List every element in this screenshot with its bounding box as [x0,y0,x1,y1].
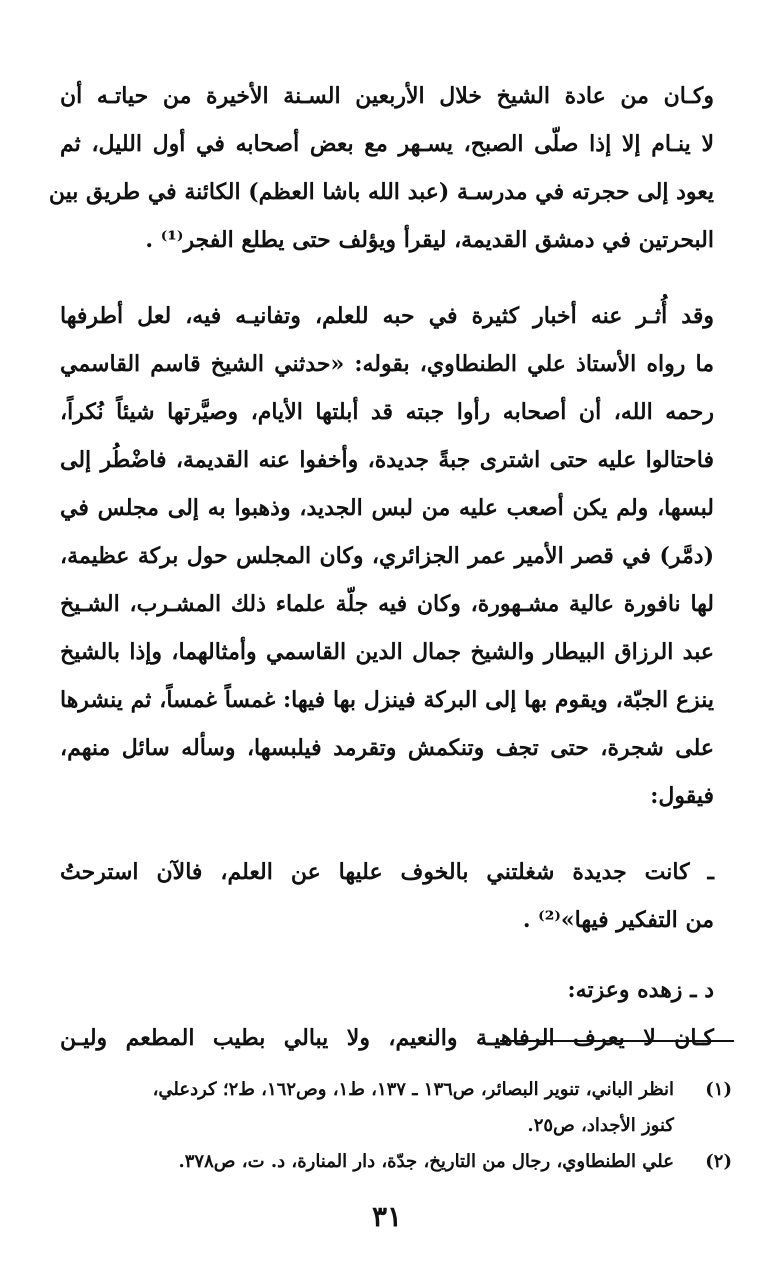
text-line: (دمَّر) في قصر الأمير عمر الجزائري، وكان المجلس حول بركة عظيمة، [60,543,714,569]
text-line: ما رواه الأستاذ علي الطنطاوي، بقوله: «حدثني الشيخ قاسم القاسمي [60,351,714,377]
text-line: من التفكير فيها»⁽²⁾ . [522,907,714,933]
footnote-text [48,1072,674,1144]
text-line: فاحتالوا عليه حتى اشترى جبةً جديدة، وأخفوا عنه القديمة، فاضْطُر إلى [60,447,714,473]
footnote-number: (١) [705,1079,732,1100]
text-line: لبسها، ولم يكن أصعب عليه من لبس الجديد، وذهبوا به إلى مجلس في [60,495,714,521]
paragraph-4 [60,1014,714,1062]
footnote-line: علي الطنطاوي، رجال من التاريخ، جدّة، دار المنارة، د. ت، ص٣٧٨. [178,1151,674,1172]
footnote-1 [48,1072,732,1144]
text-line: لا ينـام إلا إذا صلّى الصبح، يسـهر مع بعض أصحابه في أول الليل، ثم [60,131,714,157]
text-line: فيقول: [650,783,714,809]
footnote-separator [500,1040,734,1042]
text-line: على شجرة، حتى تجف وتنكمش وتقرمد فيلبسها، وسأله سائل منهم، [60,735,714,761]
text-line: ـ كانت جديدة شغلتني بالخوف عليها عن العلم، فالآن استرحتُ [60,859,714,885]
text-line: البحرتين في دمشق القديمة، ليقرأ ويؤلف حتى يطلع الفجر⁽¹⁾ . [145,227,714,253]
section-heading: د ـ زهده وعزته: [567,977,714,1003]
paragraph-3 [60,848,714,944]
text-line: لها نافورة عالية مشـهورة، وكان فيه جلّة علماء ذلك المشـرب، الشـيخ [60,591,714,617]
text-line: يعود إلى حجرته في مدرسـة (عبد الله باشا العظم) الكائنة في طريق بين [48,179,714,205]
text-line: عبد الرزاق البيطار والشيخ جمال الدين القاسمي وأمثالهما، وإذا بالشيخ [60,639,714,665]
text-line: وكـان من عادة الشيخ خلال الأربعين السـنة الأخيرة من حياتـه أن [60,83,714,109]
footnote-line: انظر الباني، تنوير البصائر، ص١٣٦ ـ ١٣٧، ط١، وص١٦٢، ط٢؛ كردعلي، [152,1079,674,1100]
text-line: ينزع الجبّة، ويقوم بها إلى البركة فينزل بها فيها: غمساً غمساً، ثم ينشرها [60,687,714,713]
paragraph-1 [48,72,714,264]
page-number: ٣١ [371,1200,403,1233]
text-line: كـان لا يعرف الرفاهيـة والنعيم، ولا يبالي بطيب المطعم وليـن [60,1025,714,1051]
paragraph-2 [60,292,714,820]
text-line: رحمه الله، أن أصحابه رأوا جبته قد أبلتها الأيام، وصيَّرتها شيئاً نُكراً، [60,399,714,425]
footnote-number: (٢) [705,1151,732,1172]
footnote-line: كنوز الأجداد، ص٢٥. [527,1115,674,1136]
footnotes [48,1072,732,1180]
text-line: وقد أُثـر عنه أخبار كثيرة في حبه للعلم، وتفانيـه فيه، لعل أطرفها [60,303,714,329]
body-text [48,72,714,1062]
footnote-2 [48,1144,732,1180]
footnote-text [48,1144,674,1180]
